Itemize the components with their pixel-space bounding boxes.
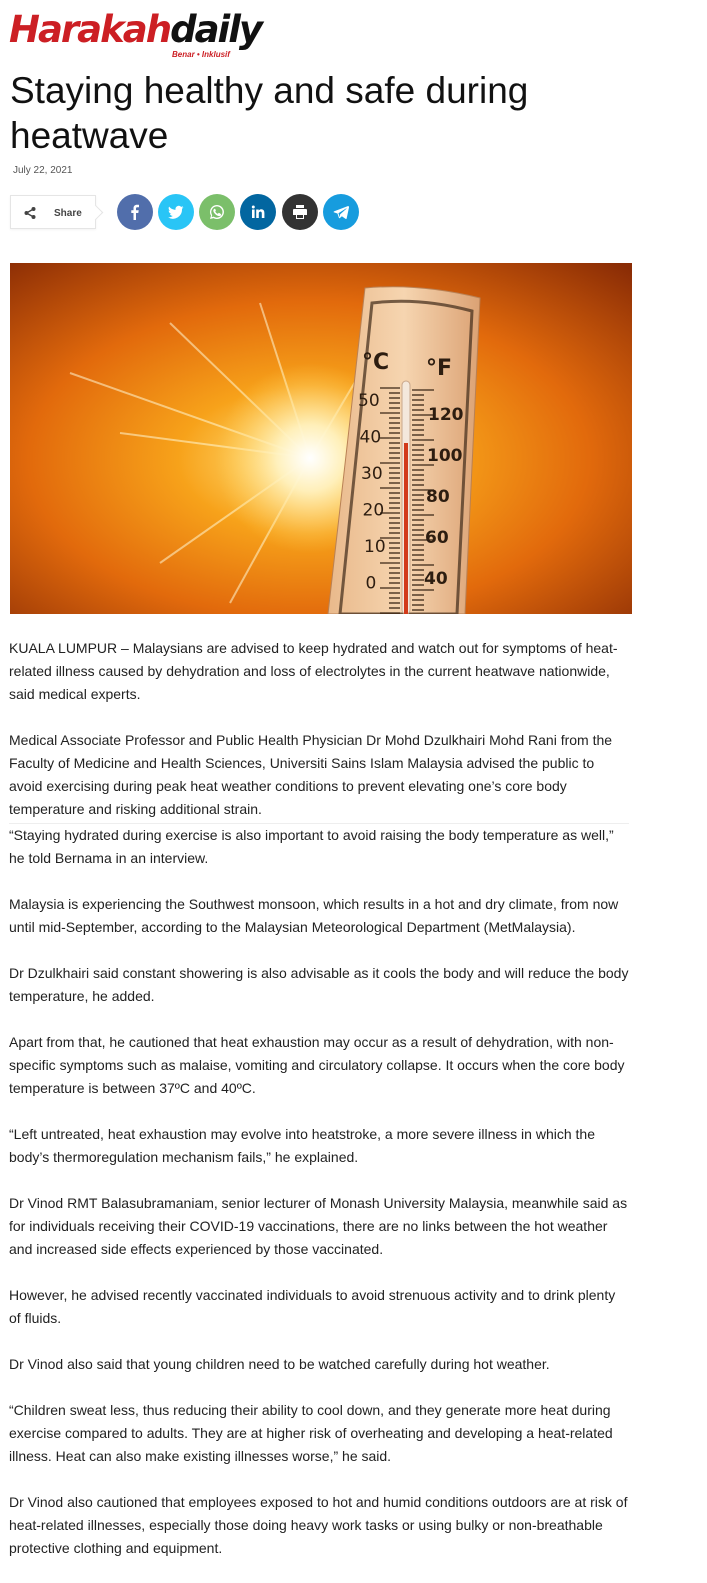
article-paragraph: Dr Dzulkhairi said constant showering is also advisable as it cools the body and will reduce the body temperature, he added. xyxy=(9,965,629,1004)
celsius-tick-label: 50 xyxy=(358,391,380,411)
logo-tagline: Benar • Inklusif xyxy=(172,50,230,59)
article-date: July 22, 2021 xyxy=(13,165,73,176)
linkedin-icon xyxy=(250,204,266,220)
fahrenheit-label: °F xyxy=(426,356,453,381)
article-paragraph: Apart from that, he cautioned that heat exhaustion may occur as a result of dehydration, with non-specific symptoms such as malaise, vomiting and circulatory collapse. It occurs when the core body temperature is between 37ºC and 40ºC. xyxy=(9,1034,625,1096)
celsius-tick-label: 30 xyxy=(361,464,383,484)
celsius-tick-label: 0 xyxy=(365,573,377,594)
whatsapp-icon xyxy=(209,204,225,220)
article-paragraph: However, he advised recently vaccinated individuals to avoid strenuous activity and to drink plenty of fluids. xyxy=(9,1287,616,1326)
fahrenheit-tick-label: 80 xyxy=(426,487,450,507)
linkedin-share-button[interactable] xyxy=(240,194,276,230)
article-paragraph: Dr Vinod RMT Balasubramaniam, senior lecturer of Monash University Malaysia, meanwhile said as for individuals receiving their COVID-19 vaccinations, there are no links between the hot weather and increased side effects experienced by those vaccinated. xyxy=(9,1195,628,1257)
twitter-icon xyxy=(168,204,184,220)
facebook-share-button[interactable] xyxy=(117,194,153,230)
celsius-tick-label: 40 xyxy=(359,427,382,448)
site-logo[interactable] xyxy=(9,8,271,62)
celsius-tick-label: 10 xyxy=(364,537,386,557)
print-button[interactable] xyxy=(282,194,318,230)
article-paragraph: KUALA LUMPUR – Malaysians are advised to keep hydrated and watch out for symptoms of heat-related illness caused by dehydration and loss of electrolytes in the current heatwave nationwide, said medical experts. xyxy=(9,640,618,702)
share-icon xyxy=(23,206,37,220)
telegram-share-button[interactable] xyxy=(323,194,359,230)
article-paragraph: Dr Vinod also cautioned that employees exposed to hot and humid conditions outdoors are at risk of heat-related illnesses, especially those doing heavy work tasks or using bulky or non-breathable protective clothing and equipment. xyxy=(9,1494,628,1556)
print-icon xyxy=(292,204,308,220)
fahrenheit-tick-label: 60 xyxy=(425,528,449,548)
celsius-tick-label: 20 xyxy=(362,500,385,521)
whatsapp-share-button[interactable] xyxy=(199,194,235,230)
article-paragraph: “Left untreated, heat exhaustion may evolve into heatstroke, a more severe illness in which the body’s thermoregulation mechanism fails,” he explained. xyxy=(9,1126,595,1165)
article-body xyxy=(9,637,629,1583)
logo-text-harakah: Harakah xyxy=(9,8,171,51)
facebook-icon xyxy=(127,204,143,220)
article-paragraph: “Staying hydrated during exercise is also important to avoid raising the body temperature as well,” he told Bernama in an interview. xyxy=(9,827,614,866)
fahrenheit-tick-label: 100 xyxy=(427,446,463,466)
logo-text-daily: daily xyxy=(170,8,262,51)
share-label: Share xyxy=(54,208,82,219)
hero-image-thermometer xyxy=(10,263,632,614)
fahrenheit-tick-label: 120 xyxy=(428,405,464,425)
fahrenheit-tick-label: 40 xyxy=(424,569,448,589)
twitter-share-button[interactable] xyxy=(158,194,194,230)
article-title: Staying healthy and safe during heatwave xyxy=(10,70,529,156)
article-paragraph: Dr Vinod also said that young children need to be watched carefully during hot weather. xyxy=(9,1356,550,1372)
article-paragraph: Malaysia is experiencing the Southwest monsoon, which results in a hot and dry climate, from now until mid-September, according to the Malaysian Meteorological Department (MetMalaysia). xyxy=(9,896,619,935)
celsius-label: °C xyxy=(362,350,390,375)
article-paragraph: “Children sweat less, thus reducing their ability to cool down, and they generate more heat during exercise compared to adults. They are at higher risk of overheating and developing a heat-related illness. Heat can also make existing illnesses worse,” he said. xyxy=(9,1402,613,1464)
article-paragraph: Medical Associate Professor and Public Health Physician Dr Mohd Dzulkhairi Mohd Rani from the Faculty of Medicine and Health Sciences, Universiti Sains Islam Malaysia advised the public to avoid exercising during peak heat weather conditions to prevent elevating one’s core body temperature and risking additional strain. xyxy=(9,729,629,824)
telegram-icon xyxy=(333,204,349,220)
share-button[interactable] xyxy=(10,195,96,229)
